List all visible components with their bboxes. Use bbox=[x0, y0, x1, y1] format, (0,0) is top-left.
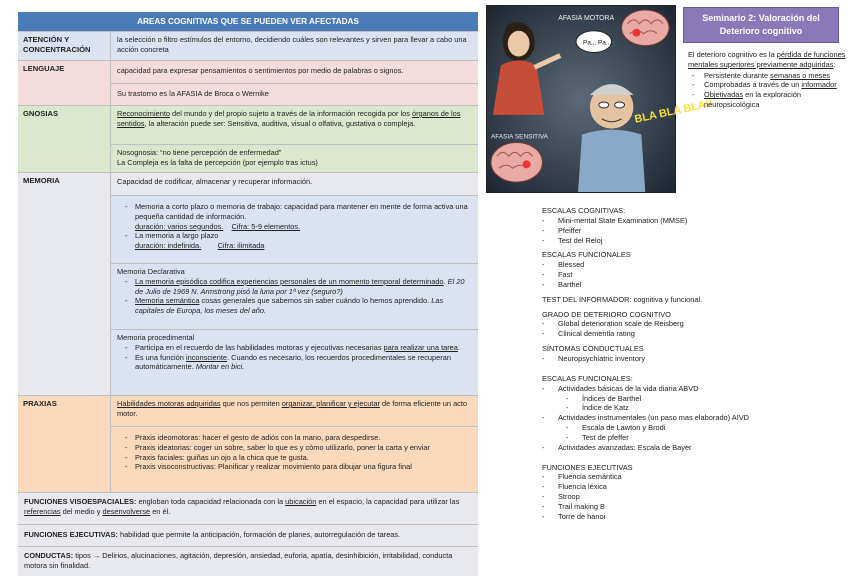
row-visoespaciales bbox=[18, 492, 478, 524]
text-span: Comprobadas a través de un bbox=[704, 80, 802, 90]
seminar-title: Seminario 2: Valoración del Deterioro cognitivo bbox=[683, 7, 839, 43]
text-span: Cifra: ilimitada bbox=[217, 241, 265, 251]
bubble-text: Pa... Pa... bbox=[582, 39, 612, 47]
list-item: - Participa en el recuerdo de las habilidades motoras y ejecutivas necesarias para realizar una tarea. bbox=[125, 343, 472, 353]
list-item: - Praxis visoconstructivas: Planificar y realizar movimiento para dibujar una figura final bbox=[125, 462, 472, 472]
text-span: engloban toda capacidad relacionada con la bbox=[136, 497, 286, 506]
section-cognitive-scales bbox=[542, 206, 842, 245]
text-span: órganos de los sentidos bbox=[117, 109, 461, 128]
text-span: del medio y bbox=[60, 506, 103, 516]
row-label: GNOSIAS bbox=[18, 106, 110, 172]
row-label: ATENCIÓN Y CONCENTRACIÓN bbox=[18, 32, 110, 60]
text-span: en el espacio, la capacidad para utilizar las bbox=[316, 497, 460, 506]
list-item: - Barthel bbox=[542, 280, 842, 290]
list-item bbox=[125, 277, 472, 297]
section-functional-scales-2 bbox=[542, 374, 842, 453]
list-item bbox=[692, 80, 846, 90]
list-item: - Índices de Barthel bbox=[542, 394, 842, 404]
row-label: LENGUAJE bbox=[18, 61, 110, 105]
text-span: Reconocimiento bbox=[117, 109, 170, 118]
text-span: CONDUCTAS: bbox=[24, 551, 74, 560]
row-conductas bbox=[18, 546, 478, 576]
text-span: FUNCIONES EJECUTIVAS: bbox=[24, 530, 118, 539]
praxias-definition bbox=[110, 396, 478, 426]
scales-list bbox=[542, 206, 842, 527]
text-span: ubicación bbox=[285, 497, 317, 506]
text-span: Memoria semántica bbox=[135, 296, 200, 306]
list-item: - Actividades instrumentales (un paso mas elaborado) AIVD bbox=[542, 413, 842, 423]
text-span: Persistente durante bbox=[704, 70, 771, 80]
list-item: - Torre de hanoi bbox=[542, 512, 842, 522]
text-span: cosas generales que sabemos sin saber cuándo lo hemos aprendido. bbox=[199, 296, 432, 306]
text-span: pérdida de funciones mentales superiores previamente adquiridas bbox=[688, 50, 846, 69]
text-span: Memoria a corto plazo o memoria de trabajo: capacidad para mantener en mente de forma activa una pequeña cantidad de información. bbox=[135, 202, 468, 221]
list-item bbox=[125, 353, 472, 373]
list-item: - Fluencia léxica bbox=[542, 482, 842, 492]
text-span: duración: varios segundos. bbox=[135, 221, 224, 231]
row-text: capacidad para expresar pensamientos o sentimientos por medio de palabras o signos. bbox=[110, 61, 478, 83]
list-item: - Clinical dementia rating bbox=[542, 329, 842, 339]
row-gnosias bbox=[18, 105, 478, 172]
list-item: - Fluencia semántica bbox=[542, 472, 842, 482]
row-ejecutivas bbox=[18, 524, 478, 546]
text-span: . Cuando es necesario, los recuerdos procedimentales se recuperan automáticamente. bbox=[135, 352, 451, 372]
memoria-procedimental bbox=[110, 329, 478, 395]
list-item: - Fast bbox=[542, 270, 842, 280]
text-span: habilidad que permite la anticipación, formación de planes, autorregulación de tareas. bbox=[117, 530, 401, 539]
list-item: - Actividades básicas de la vida diaria ABVD bbox=[542, 384, 842, 394]
section-sintomas bbox=[542, 344, 842, 364]
row-memoria bbox=[18, 172, 478, 395]
list-item: - Praxis ideatorias: coger un sobre, saber lo que es y cómo utilizarlo, poner la carta y enviar bbox=[125, 443, 472, 453]
text-span: La memoria a largo plazo bbox=[135, 231, 219, 241]
text-span: en la exploración neuropsicológica bbox=[704, 90, 801, 109]
text-span: Es una función bbox=[135, 352, 186, 362]
table-header: AREAS COGNITIVAS QUE SE PUEDEN VER AFECTADAS bbox=[18, 12, 478, 31]
brain-icon bbox=[491, 143, 542, 183]
row-lenguaje bbox=[18, 60, 478, 105]
row-praxias bbox=[18, 395, 478, 492]
list-item bbox=[125, 231, 472, 251]
bla-text: BLA BLA BLA!! bbox=[633, 97, 714, 126]
row-text: Su trastorno es la AFASIA de Broca o Wernike bbox=[110, 83, 478, 105]
memoria-corto-largo bbox=[110, 195, 478, 263]
memoria-intro: Capacidad de codificar, almacenar y recuperar información. bbox=[110, 173, 478, 195]
list-item: - Praxis ideomotoras: hacer el gesto de adiós con la mano, para despedirse. bbox=[125, 433, 472, 443]
seminar-body bbox=[688, 50, 846, 110]
text-span: referencias bbox=[24, 506, 61, 516]
row-label: MEMORIA bbox=[18, 173, 110, 395]
text-span: Las capitales de Europa, los meses del año. bbox=[135, 296, 444, 316]
text-span: tipos → Delirios, alucinaciones, agitación, depresión, ansiedad, euforia, apatía, desinhibición, irritabilidad, conducta motora sin finalidad. bbox=[24, 551, 453, 570]
list-item: - Actividades avanzadas: Escala de Bayer bbox=[542, 443, 842, 453]
cognitive-areas-table bbox=[18, 12, 478, 576]
text-span: semanas o meses bbox=[770, 70, 831, 80]
gnosias-nosognosia bbox=[110, 144, 478, 172]
list-item: - Neuropsychiatric inventory bbox=[542, 354, 842, 364]
text-span: Montar en bici. bbox=[195, 362, 245, 372]
text-span: que nos permiten bbox=[220, 399, 282, 408]
text-span: informador bbox=[801, 80, 837, 90]
list-item: - Global deterioration scale de Reisberg bbox=[542, 319, 842, 329]
brain-icon bbox=[622, 10, 669, 46]
gnosias-definition bbox=[110, 106, 478, 144]
seminar-intro bbox=[688, 50, 846, 70]
list-item bbox=[692, 71, 846, 81]
speech-bubble bbox=[576, 31, 612, 53]
section-title: FUNCIONES EJECUTIVAS bbox=[542, 462, 633, 472]
list-item: - Blessed bbox=[542, 260, 842, 270]
section-title: ESCALAS FUNCIONALES: bbox=[542, 373, 633, 383]
subsection-title: Memoria Declarativa bbox=[117, 267, 185, 276]
row-text: la selección o filtro estímulos del entorno, decidiendo cuáles son relevantes y sirven para llevar a cabo una acción concreta bbox=[110, 32, 478, 60]
text-span: Cifra: 5-9 elementos. bbox=[231, 221, 301, 231]
text-span: FUNCIONES VISOESPACIALES: bbox=[24, 497, 137, 506]
aphasia-cartoon-image bbox=[486, 5, 714, 193]
section-functional-scales bbox=[542, 250, 842, 289]
list-item bbox=[125, 202, 472, 231]
text-span: desenvolverse bbox=[102, 506, 151, 516]
list-item: - Test del Reloj bbox=[542, 236, 842, 246]
text-line: La Compleja es la falta de percepción (por ejemplo tras ictus) bbox=[117, 157, 318, 167]
section-title: ESCALAS FUNCIONALES bbox=[542, 250, 631, 260]
text-span: del mundo y del propio sujeto a través de la información recogida por los bbox=[170, 109, 412, 118]
row-label: PRAXIAS bbox=[18, 396, 110, 492]
text-span: codifica experiencias personales bbox=[207, 276, 317, 286]
text-span: , la alteración puede ser: Sensitiva, auditiva, visual o olfativa, gustativa o compleja. bbox=[144, 118, 416, 128]
list-item bbox=[125, 296, 472, 316]
section-title: ESCALAS COGNITIVAS: bbox=[542, 206, 626, 215]
list-item: - Pfeiffer bbox=[542, 226, 842, 236]
section-title: SÍNTOMAS CONDUCTUALES bbox=[542, 344, 644, 354]
section-informador: TEST DEL INFORMADOR: cognitiva y funcional. bbox=[542, 294, 703, 304]
section-grado bbox=[542, 310, 842, 340]
memoria-declarativa bbox=[110, 263, 478, 329]
text-span: en él. bbox=[150, 506, 171, 516]
text-span: Objetivadas bbox=[704, 90, 744, 100]
text-span: El deterioro cognitivo es la bbox=[688, 50, 777, 59]
subsection-title: Memoria procedimental bbox=[117, 333, 195, 342]
list-item: - Stroop bbox=[542, 492, 842, 502]
text-line: Nosognosia: “no tiene percepción de enfermedad” bbox=[117, 148, 282, 157]
text-span: . El 20 de Julio de 1969 N. Armstrong pisó la luna por 1ª vez (seguro?) bbox=[135, 276, 465, 296]
list-item: - Praxis faciales: guiñas un ojo a la chica que te gusta. bbox=[125, 453, 472, 463]
list-item: - Índice de Katz bbox=[542, 403, 842, 413]
text-span: de un momento temporal determinado bbox=[316, 276, 444, 286]
section-executive bbox=[542, 463, 842, 522]
text-span: : bbox=[833, 59, 836, 69]
list-item: - Mini-mental State Examination (MMSE) bbox=[542, 216, 842, 226]
list-item bbox=[692, 90, 846, 110]
text-span: para realizar una tarea bbox=[383, 342, 458, 352]
text-span: inconsciente bbox=[185, 352, 228, 362]
list-item: - Test de pfeffer bbox=[542, 433, 842, 443]
text-span: Participa en el recuerdo de las habilidades motoras y ejecutivas necesarias bbox=[135, 342, 384, 352]
praxias-types bbox=[110, 426, 478, 492]
text-span: La memoria episódica bbox=[135, 276, 208, 286]
list-item: - Trail making B bbox=[542, 502, 842, 512]
text-span: de forma eficiente un acto motor. bbox=[117, 399, 468, 418]
text-span: Habilidades motoras adquiridas bbox=[117, 399, 221, 408]
text-span: duración: indefinida. bbox=[135, 241, 202, 251]
section-title: GRADO DE DETERIORO COGNITIVO bbox=[542, 309, 671, 319]
cartoon-caption: AFASIA SENSITIVA bbox=[490, 133, 548, 141]
list-item: - Escala de Lawton y Brodi bbox=[542, 423, 842, 433]
text-span: organizar, planificar y ejecutar bbox=[281, 399, 380, 408]
cartoon-title: AFASIA MOTORA bbox=[558, 14, 615, 22]
row-atencion bbox=[18, 31, 478, 60]
